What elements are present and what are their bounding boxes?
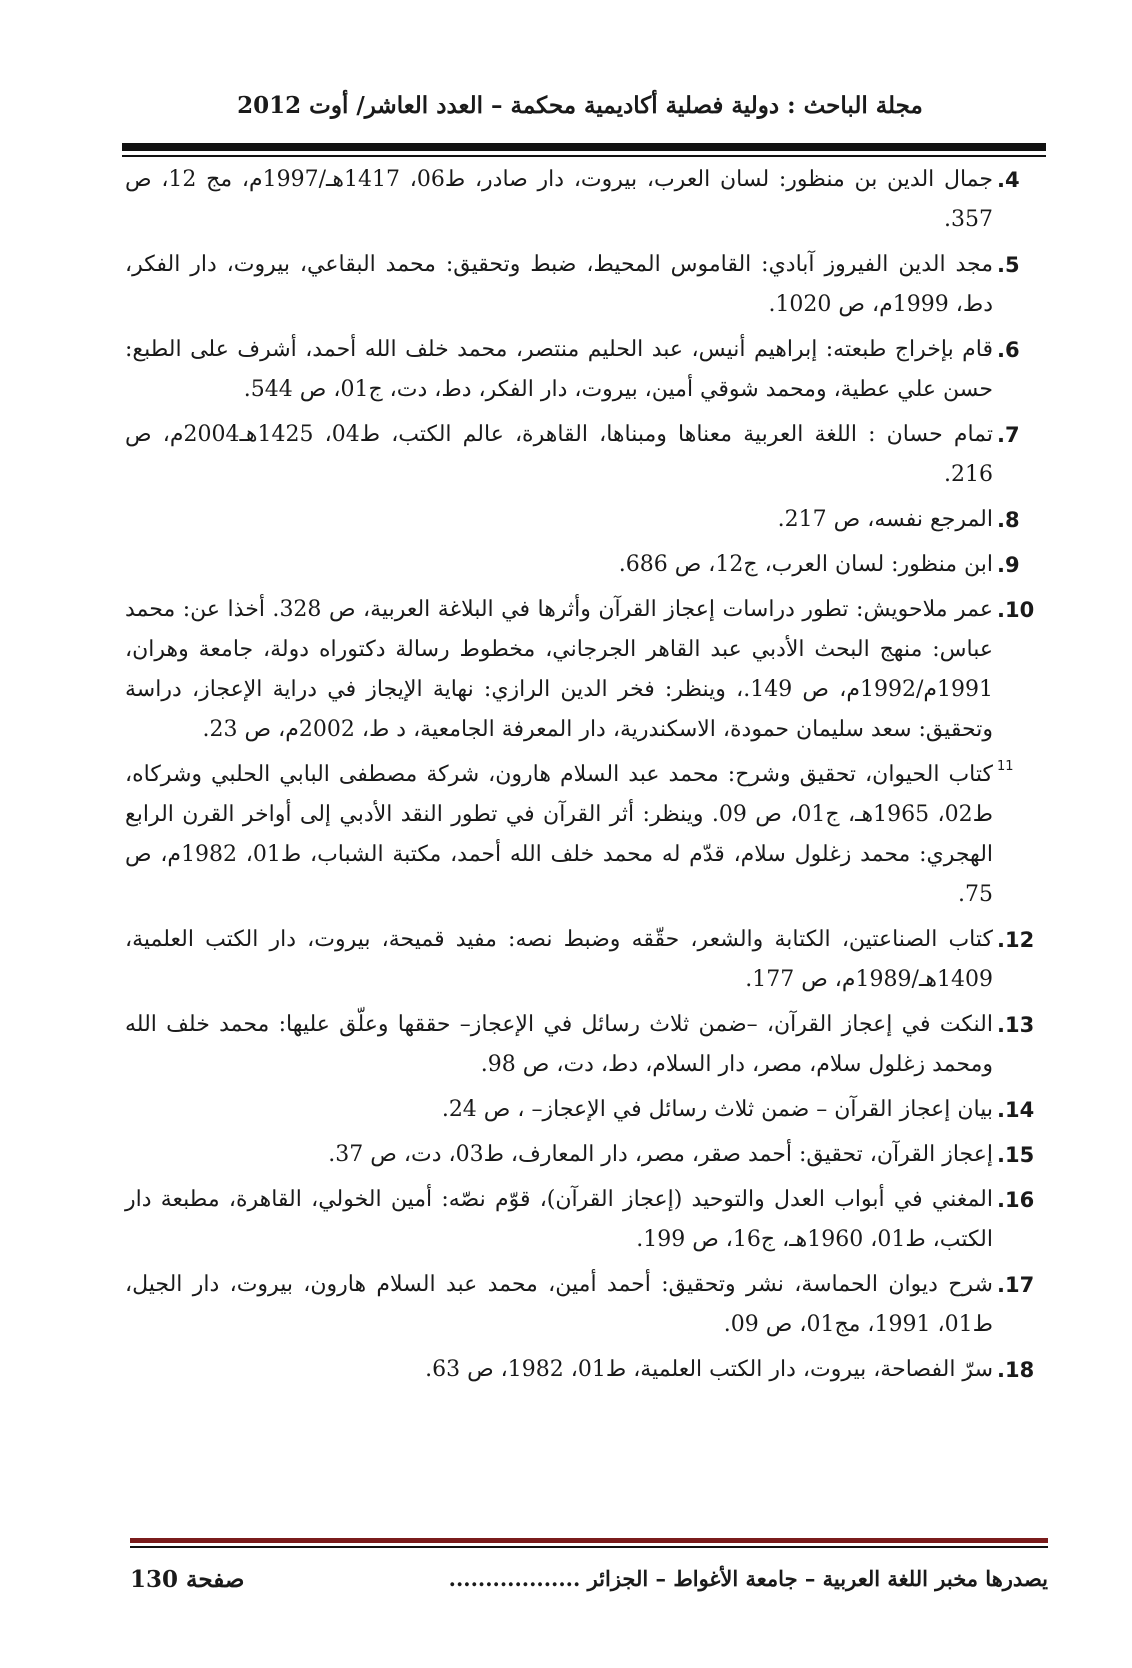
footnote-item: [125, 1180, 1037, 1260]
footnote-item: [125, 1090, 1037, 1130]
footnote-number: 5.: [997, 253, 1020, 277]
footnote-number: 8.: [997, 508, 1020, 532]
footnote-item: [125, 500, 1037, 540]
footnote-text: مجد الدين الفيروز آبادي: القاموس المحيط، ضبط وتحقيق: محمد البقاعي، بيروت، دار الفكر، دط، 1999م، ص 1020.: [125, 252, 993, 317]
footnote-text: النكت في إعجاز القرآن، –ضمن ثلاث رسائل في الإعجاز– حققها وعلّق عليها: محمد خلف الله ومحمد زغلول سلام، مصر، دار السلام، دط، دت، ص 98.: [125, 1012, 993, 1077]
footnote-number: 16.: [997, 1188, 1035, 1212]
footer-rule-red: [130, 1538, 1048, 1543]
footnote-item: [125, 1135, 1037, 1175]
footnote-item: [125, 245, 1037, 325]
footnote-number: 9.: [997, 553, 1020, 577]
footnote-item: [125, 590, 1037, 750]
header-rule-thick: [122, 143, 1046, 151]
footnote-number: 13.: [997, 1013, 1035, 1037]
footnote-number: 18.: [997, 1358, 1035, 1382]
footnote-item: [125, 330, 1037, 410]
footnote-number: 10.: [997, 598, 1035, 622]
footnote-item: [125, 545, 1037, 585]
footnote-text: بيان إعجاز القرآن – ضمن ثلاث رسائل في الإعجاز– ، ص 24.: [441, 1097, 993, 1122]
footnote-item: [125, 1350, 1037, 1390]
footnote-number: 11: [997, 759, 1014, 774]
page-footer: [130, 1566, 1048, 1606]
footnote-text: كتاب الصناعتين، الكتابة والشعر، حقّقه وضبط نصه: مفيد قميحة، بيروت، دار الكتب العلمية، 1409هـ/1989م، ص 177.: [125, 927, 993, 992]
footnote-text: المرجع نفسه، ص 217.: [777, 507, 993, 532]
footnotes-list: [125, 160, 1037, 1395]
footnote-text: سرّ الفصاحة، بيروت، دار الكتب العلمية، ط01، 1982، ص 63.: [425, 1357, 993, 1382]
footnote-text: إعجاز القرآن، تحقيق: أحمد صقر، مصر، دار المعارف، ط03، دت، ص 37.: [328, 1142, 993, 1167]
footnote-number: 14.: [997, 1098, 1035, 1122]
footnote-number: 12.: [997, 928, 1035, 952]
footnote-item: [125, 755, 1037, 915]
footnote-number: 17.: [997, 1273, 1035, 1297]
footnote-text: عمر ملاحويش: تطور دراسات إعجاز القرآن وأثرها في البلاغة العربية، ص 328. أخذا عن: محمد عباس: منهج البحث الأدبي عبد القاهر الجرجاني، مخطوط رسالة دكتوراه دولة، جامعة وهران، 1991م/1992م، ص 149.، وينظر: فخر الدين الرازي: نهاية الإيجاز في دراية الإعجاز، دراسة وتحقيق: سعد سليمان حمودة، الاسكندرية، دار المعرفة الجامعية، د ط، 2002م، ص 23.: [125, 597, 993, 742]
footnote-text: قام بإخراج طبعته: إبراهيم أنيس، عبد الحليم منتصر، محمد خلف الله أحمد، أشرف على الطبع: حسن علي عطية، ومحمد شوقي أمين، بيروت، دار الفكر، دط، دت، ج01، ص 544.: [125, 337, 993, 402]
footnote-number: 4.: [997, 168, 1020, 192]
footnote-item: [125, 1265, 1037, 1345]
footnote-text: جمال الدين بن منظور: لسان العرب، بيروت، دار صادر، ط06، 1417هـ/1997م، مج 12، ص 357.: [125, 167, 994, 232]
footer-rule-thin: [130, 1546, 1048, 1548]
footnote-item: [125, 1005, 1037, 1085]
footnote-item: [125, 920, 1037, 1000]
footnote-text: تمام حسان : اللغة العربية معناها ومبناها، القاهرة، عالم الكتب، ط04، 1425هـ2004م، ص 216.: [125, 422, 994, 487]
footnote-number: 15.: [997, 1143, 1035, 1167]
footnote-text: كتاب الحيوان، تحقيق وشرح: محمد عبد السلام هارون، شركة مصطفى البابي الحلبي وشركاه، ط02، 1965هـ، ج01، ص 09. وينظر: أثر القرآن في تطور النقد الأدبي إلى أواخر القرن الرابع الهجري: محمد زغلول سلام، قدّم له محمد خلف الله أحمد، مكتبة الشباب، ط01، 1982م، ص 75.: [125, 762, 994, 907]
footnote-text: ابن منظور: لسان العرب، ج12، ص 686.: [618, 552, 993, 577]
footnote-number: 6.: [997, 338, 1020, 362]
header-rule-thin: [122, 155, 1046, 157]
footnote-number: 7.: [997, 423, 1020, 447]
footnote-item: [125, 415, 1037, 495]
journal-header-title: مجلة الباحث : دولية فصلية أكاديمية محكمة – العدد العاشر/ أوت 2012: [237, 92, 923, 119]
footer-publisher: يصدرها مخبر اللغة العربية – جامعة الأغواط – الجزائر ..................: [448, 1566, 1048, 1591]
footnote-text: المغني في أبواب العدل والتوحيد (إعجاز القرآن)، قوّم نصّه: أمين الخولي، القاهرة، مطبعة دار الكتب، ط01، 1960هـ، ج16، ص 199.: [125, 1187, 993, 1252]
footnote-item: [125, 160, 1037, 240]
footnote-text: شرح ديوان الحماسة، نشر وتحقيق: أحمد أمين، محمد عبد السلام هارون، بيروت، دار الجيل، ط01، 1991، مج01، ص 09.: [125, 1272, 993, 1337]
page-number: صفحة 130: [130, 1566, 245, 1593]
